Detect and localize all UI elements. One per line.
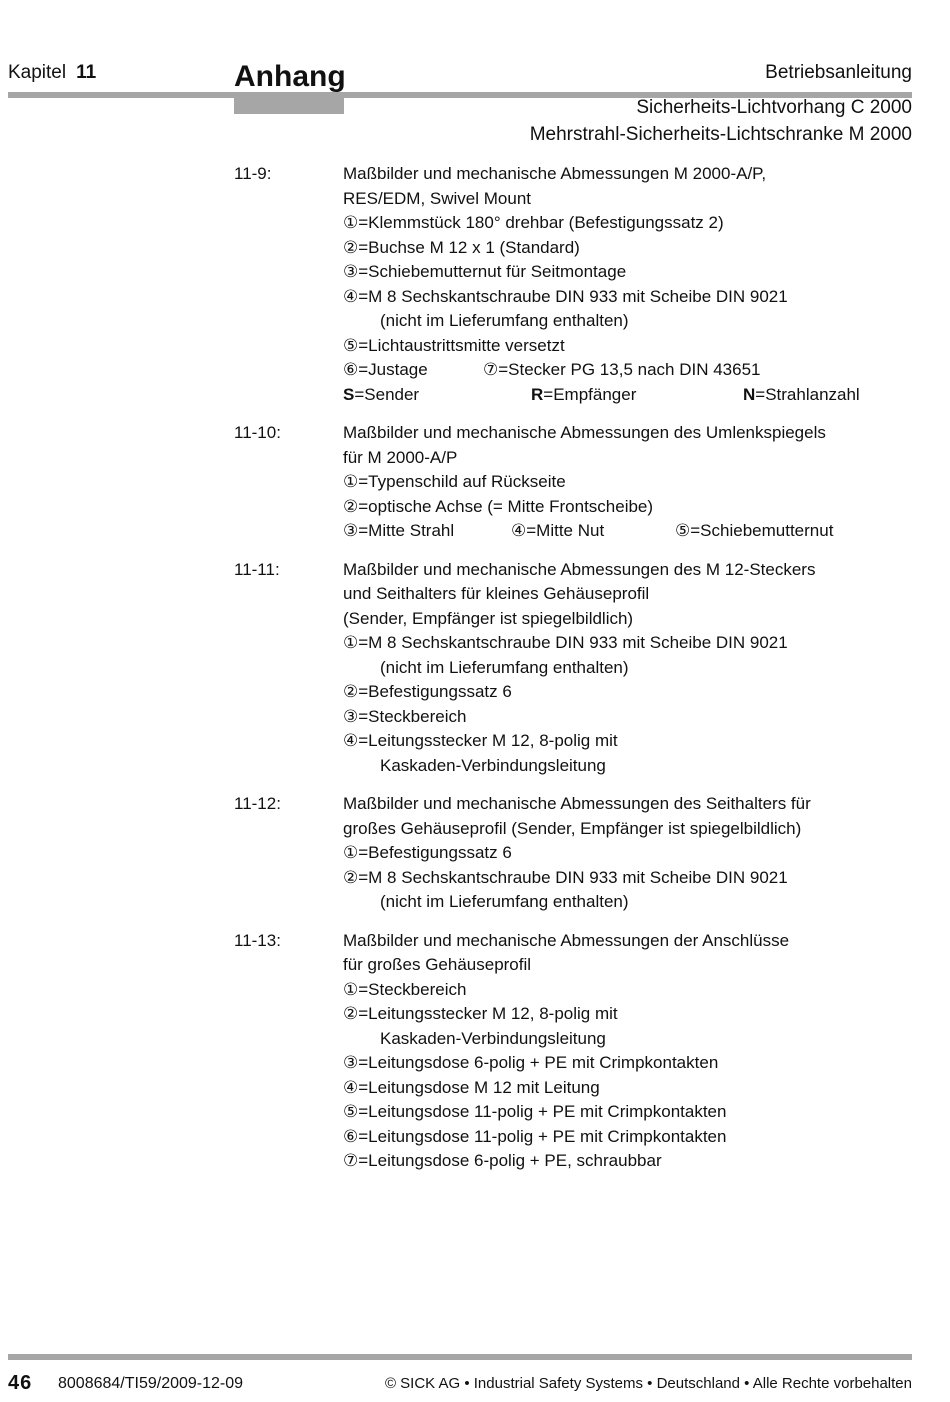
caption-body [343, 792, 914, 915]
legend-item: ④=Leitungsdose M 12 mit Leitung [343, 1077, 600, 1097]
legend-row [343, 519, 914, 544]
caption-line: Maßbilder und mechanische Abmessungen des M 12-Steckers [343, 559, 816, 579]
caption-11-10 [234, 421, 914, 544]
caption-line: Maßbilder und mechanische Abmessungen M 2000-A/P, [343, 164, 767, 183]
legend-item: ①=M 8 Sechskantschraube DIN 933 mit Scheibe DIN 9021 [343, 633, 788, 652]
legend-row [343, 358, 914, 383]
legend-key: N [743, 384, 756, 404]
legend-text: =Strahlanzahl [755, 384, 860, 404]
caption-line: Maßbilder und mechanische Abmessungen des Umlenkspiegels [343, 423, 826, 442]
legend-item [343, 383, 531, 408]
caption-line: für M 2000-A/P [343, 447, 458, 467]
caption-line: und Seithalters für kleines Gehäuseprofil [343, 584, 650, 603]
legend-text: =Empfänger [543, 384, 637, 404]
legend-item: ⑤=Lichtaustrittsmitte versetzt [343, 335, 565, 355]
legend-item-continuation: Kaskaden-Verbindungsleitung [380, 1028, 606, 1048]
caption-number: 11-13: [234, 930, 281, 950]
legend-key: R [531, 384, 544, 404]
legend-item: ②=Befestigungssatz 6 [343, 682, 512, 701]
legend-item: ①=Befestigungssatz 6 [343, 843, 512, 862]
chapter-label [8, 62, 96, 84]
legend-item: ②=optische Achse (= Mitte Frontscheibe) [343, 496, 654, 516]
caption-11-13 [234, 929, 914, 1174]
copyright-notice: © SICK AG • Industrial Safety Systems • Deutschland • Alle Rechte vorbehalten [384, 1375, 912, 1392]
caption-line: Maßbilder und mechanische Abmessungen des Seithalters für [343, 794, 811, 813]
footer-rule [8, 1354, 912, 1360]
caption-body [343, 929, 914, 1174]
legend-item: ③=Schiebemutternut für Seitmontage [343, 262, 627, 281]
chapter-label-text: Kapitel [8, 62, 67, 83]
caption-line: Maßbilder und mechanische Abmessungen der Anschlüsse [343, 930, 790, 950]
legend-item: ⑥=Leitungsdose 11-polig + PE mit Crimpkontakten [343, 1126, 727, 1146]
legend-item: ③=Steckbereich [343, 706, 467, 726]
legend-item: ⑥=Justage [343, 360, 428, 379]
legend-item: ④=Leitungsstecker M 12, 8-polig mit [343, 731, 618, 750]
caption-11-9 [234, 162, 914, 407]
legend-item: ③=Mitte Strahl [343, 521, 455, 540]
caption-body [343, 421, 914, 544]
caption-line: (Sender, Empfänger ist spiegelbildlich) [343, 608, 634, 628]
product-title-1: Sicherheits-Lichtvorhang C 2000 [636, 97, 912, 118]
document-id: 8008684/TI59/2009-12-09 [58, 1375, 244, 1392]
caption-line: großes Gehäuseprofil (Sender, Empfänger ist spiegelbildlich) [343, 818, 802, 838]
legend-item: ①=Steckbereich [343, 979, 467, 999]
legend-item: ⑦=Leitungsdose 6-polig + PE, schraubbar [343, 1151, 662, 1170]
legend-item: ②=Buchse M 12 x 1 (Standard) [343, 237, 580, 257]
document-type: Betriebsanleitung [765, 62, 912, 83]
caption-number: 11-11: [234, 559, 280, 579]
legend-item [743, 385, 860, 404]
figure-caption-list [234, 162, 914, 1188]
legend-item: ④=M 8 Sechskantschraube DIN 933 mit Scheibe DIN 9021 [343, 286, 788, 306]
caption-number: 11-10: [234, 423, 281, 442]
caption-number: 11-12: [234, 794, 281, 813]
legend-item: ④=Mitte Nut [511, 521, 605, 540]
page-number: 46 [8, 1372, 33, 1394]
caption-line: für großes Gehäuseprofil [343, 955, 532, 974]
caption-number: 11-9: [234, 164, 272, 183]
legend-item: ①=Klemmstück 180° drehbar (Befestigungssatz 2) [343, 213, 724, 232]
caption-body [343, 558, 914, 779]
legend-item: ⑦=Stecker PG 13,5 nach DIN 43651 [483, 360, 761, 379]
product-title-2: Mehrstrahl-Sicherheits-Lichtschranke M 2000 [529, 124, 912, 145]
legend-item: ③=Leitungsdose 6-polig + PE mit Crimpkontakten [343, 1053, 719, 1072]
chapter-title-bar [234, 92, 344, 114]
legend-item-continuation: (nicht im Lieferumfang enthalten) [380, 657, 629, 677]
chapter-title: Anhang [234, 60, 346, 93]
caption-11-11 [234, 558, 914, 779]
legend-item: ②=Leitungsstecker M 12, 8-polig mit [343, 1004, 618, 1023]
caption-11-12 [234, 792, 914, 915]
legend-item-continuation: (nicht im Lieferumfang enthalten) [380, 311, 629, 330]
legend-text: =Sender [354, 384, 420, 404]
legend-item: ②=M 8 Sechskantschraube DIN 933 mit Scheibe DIN 9021 [343, 867, 788, 887]
chapter-number: 11 [76, 62, 97, 83]
legend-item: ⑤=Schiebemutternut [675, 521, 834, 540]
legend-item: ⑤=Leitungsdose 11-polig + PE mit Crimpkontakten [343, 1102, 727, 1121]
caption-line: RES/EDM, Swivel Mount [343, 188, 531, 208]
legend-item [531, 383, 743, 408]
legend-row [343, 383, 914, 408]
caption-body [343, 162, 914, 407]
legend-item: ①=Typenschild auf Rückseite [343, 472, 566, 491]
legend-key: S [343, 384, 355, 404]
legend-item-continuation: Kaskaden-Verbindungsleitung [380, 755, 606, 775]
legend-item-continuation: (nicht im Lieferumfang enthalten) [380, 892, 629, 911]
